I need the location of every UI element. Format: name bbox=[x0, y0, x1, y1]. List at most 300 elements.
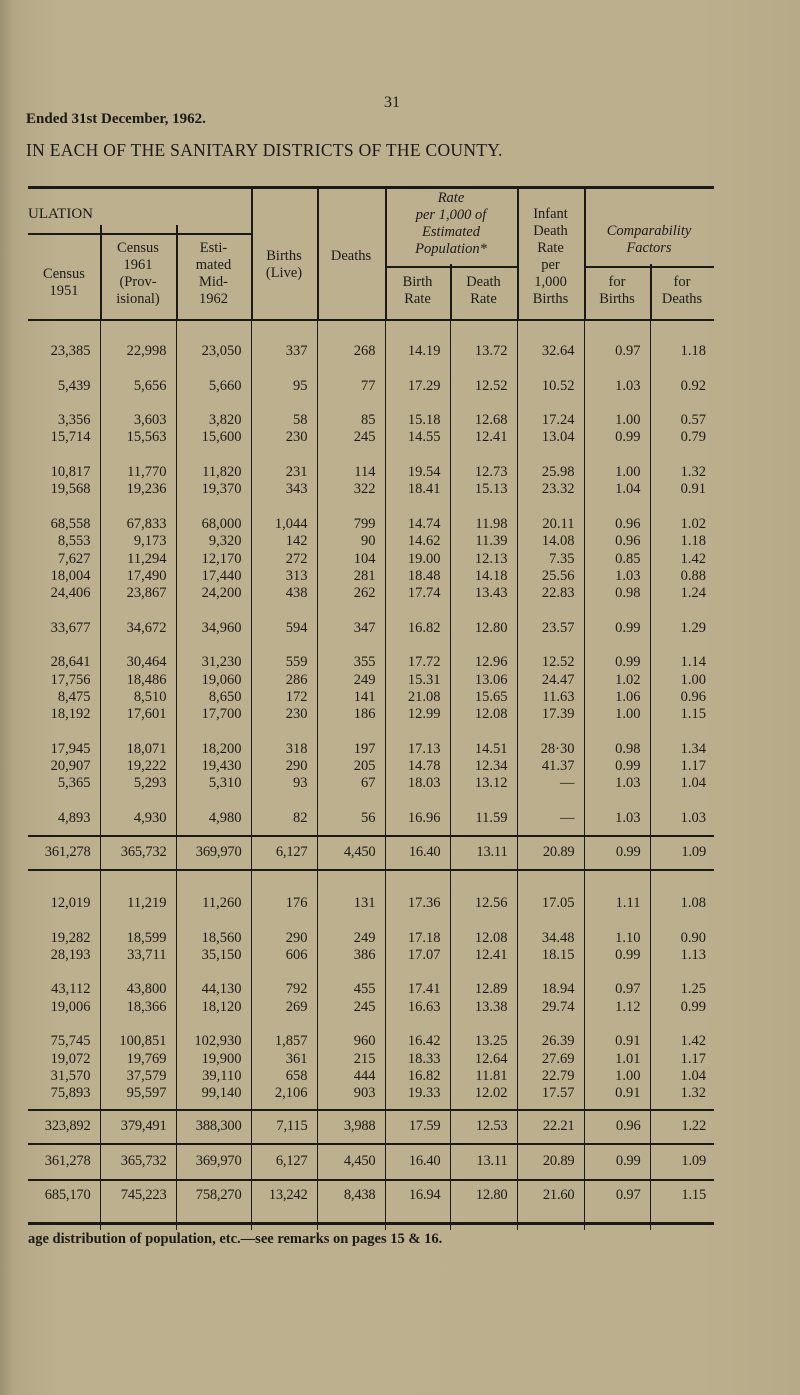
cell-death-rate: 11.59 bbox=[450, 810, 517, 827]
cell-death-rate: 13.11 bbox=[450, 1144, 517, 1180]
spacer-cell bbox=[176, 912, 251, 929]
cell-deaths: 205 bbox=[317, 758, 385, 775]
cell-estimated-1962: 11,820 bbox=[176, 464, 251, 481]
spacer-cell bbox=[28, 724, 100, 741]
spacer-cell bbox=[385, 637, 450, 654]
cell-census-1961: 34,672 bbox=[100, 620, 176, 637]
cell-factor-births: 1.03 bbox=[584, 775, 650, 792]
header-text: Population* bbox=[415, 241, 487, 257]
spacer-cell bbox=[176, 499, 251, 516]
spacer-cell bbox=[317, 321, 385, 343]
spacer-cell bbox=[100, 1016, 176, 1033]
cell-birth-rate: 16.40 bbox=[385, 1144, 450, 1180]
cell-estimated-1962: 18,120 bbox=[176, 999, 251, 1016]
cell-births: 286 bbox=[251, 672, 317, 689]
header-rate bbox=[385, 190, 517, 258]
spacer-cell bbox=[176, 447, 251, 464]
spacer-cell bbox=[176, 321, 251, 343]
spacer-cell bbox=[251, 964, 317, 981]
cell-deaths: 85 bbox=[317, 412, 385, 429]
cell-death-rate: 13.72 bbox=[450, 343, 517, 360]
cell-census-1961: 19,236 bbox=[100, 481, 176, 498]
spacer-cell bbox=[28, 447, 100, 464]
header-text: Death bbox=[466, 274, 501, 290]
cell-birth-rate: 16.40 bbox=[385, 837, 450, 869]
spacer-cell bbox=[28, 1016, 100, 1033]
cell-factor-births: 1.04 bbox=[584, 481, 650, 498]
cell-deaths: 67 bbox=[317, 775, 385, 792]
table-row bbox=[28, 1033, 714, 1050]
cell-birth-rate: 17.36 bbox=[385, 895, 450, 912]
spacer-cell bbox=[28, 793, 100, 810]
header-for-births bbox=[584, 274, 650, 308]
spacer-cell bbox=[317, 871, 385, 895]
spacer-cell bbox=[100, 912, 176, 929]
spacer-cell bbox=[450, 447, 517, 464]
cell-death-rate: 12.64 bbox=[450, 1051, 517, 1068]
cell-estimated-1962: 24,200 bbox=[176, 585, 251, 602]
cell-infant-death-rate: 23.57 bbox=[517, 620, 584, 637]
cell-factor-births: 0.99 bbox=[584, 654, 650, 671]
cell-census-1961: 3,603 bbox=[100, 412, 176, 429]
spacer-cell bbox=[650, 724, 714, 741]
heading-period: Ended 31st December, 1962. bbox=[26, 111, 206, 127]
cell-census-1951: 10,817 bbox=[50, 464, 91, 481]
header-birth-rate bbox=[385, 274, 450, 308]
cell-census-1961: 9,173 bbox=[100, 533, 176, 550]
spacer-cell bbox=[251, 321, 317, 343]
header-text: Factors bbox=[626, 240, 672, 256]
cell-births: 313 bbox=[251, 568, 317, 585]
cell-births: 93 bbox=[251, 775, 317, 792]
cell-census-1951: 33,677 bbox=[50, 619, 91, 636]
cell-census-1961: 365,732 bbox=[100, 1144, 176, 1180]
spacer-cell bbox=[28, 912, 100, 929]
cell-census-1951: 685,170 bbox=[28, 1180, 100, 1230]
cell-factor-deaths: 1.09 bbox=[650, 1144, 714, 1180]
spacer-cell bbox=[650, 964, 714, 981]
table-row bbox=[28, 1144, 714, 1180]
table-row bbox=[28, 930, 714, 947]
table-row bbox=[28, 1085, 714, 1102]
cell-estimated-1962: 388,300 bbox=[176, 1111, 251, 1144]
spacer-cell bbox=[450, 912, 517, 929]
spacer-cell bbox=[584, 964, 650, 981]
cell-infant-death-rate: 22.21 bbox=[517, 1111, 584, 1144]
spacer-cell bbox=[517, 321, 584, 343]
cell-census-1951: 17,945 bbox=[50, 740, 91, 757]
spacer-cell bbox=[385, 724, 450, 741]
spacer-cell bbox=[176, 1016, 251, 1033]
page-title: IN EACH OF THE SANITARY DISTRICTS OF THE COUNTY. bbox=[26, 140, 503, 160]
cell-factor-births: 0.97 bbox=[584, 1180, 650, 1230]
spacer-cell bbox=[584, 360, 650, 377]
header-text: Estimated bbox=[422, 224, 480, 240]
header-death-rate bbox=[450, 274, 517, 308]
spacer-cell bbox=[176, 395, 251, 412]
cell-infant-death-rate: 29.74 bbox=[517, 999, 584, 1016]
cell-factor-births: 0.99 bbox=[584, 620, 650, 637]
spacer-cell bbox=[176, 793, 251, 810]
cell-factor-deaths: 1.32 bbox=[650, 1085, 714, 1102]
cell-factor-deaths: 1.17 bbox=[650, 758, 714, 775]
cell-census-1961: 379,491 bbox=[100, 1111, 176, 1144]
cell-infant-death-rate: — bbox=[517, 810, 584, 827]
spacer-cell bbox=[100, 360, 176, 377]
cell-factor-deaths: 1.03 bbox=[650, 810, 714, 827]
table-row bbox=[28, 654, 714, 671]
spacer-cell bbox=[517, 1016, 584, 1033]
table-row bbox=[28, 837, 714, 869]
cell-factor-deaths: 1.17 bbox=[650, 1051, 714, 1068]
spacer-cell bbox=[385, 395, 450, 412]
table-row bbox=[28, 810, 714, 827]
cell-factor-births: 0.98 bbox=[584, 741, 650, 758]
header-text: 1961 bbox=[123, 257, 153, 273]
cell-deaths: 960 bbox=[317, 1033, 385, 1050]
spacer-row bbox=[28, 912, 714, 929]
cell-deaths: 281 bbox=[317, 568, 385, 585]
cell-estimated-1962: 4,980 bbox=[176, 810, 251, 827]
header-for-deaths bbox=[650, 274, 714, 308]
cell-death-rate: 12.53 bbox=[450, 1111, 517, 1144]
cell-estimated-1962: 31,230 bbox=[176, 654, 251, 671]
spacer-cell bbox=[100, 793, 176, 810]
header-text: (Live) bbox=[265, 265, 303, 281]
cell-census-1951: 18,192 bbox=[50, 706, 91, 723]
cell-factor-births: 1.03 bbox=[584, 810, 650, 827]
cell-deaths: 104 bbox=[317, 551, 385, 568]
header-deaths: Deaths bbox=[330, 248, 372, 264]
cell-deaths: 186 bbox=[317, 706, 385, 723]
cell-factor-births: 0.91 bbox=[584, 1085, 650, 1102]
cell-birth-rate: 19.00 bbox=[385, 551, 450, 568]
cell-birth-rate: 16.63 bbox=[385, 999, 450, 1016]
header-text: isional) bbox=[116, 291, 160, 307]
cell-census-1961: 4,930 bbox=[100, 810, 176, 827]
cell-deaths: 444 bbox=[317, 1068, 385, 1085]
cell-estimated-1962: 34,960 bbox=[176, 620, 251, 637]
cell-factor-deaths: 1.29 bbox=[650, 620, 714, 637]
spacer-cell bbox=[517, 499, 584, 516]
cell-factor-deaths: 0.79 bbox=[650, 429, 714, 446]
cell-births: 230 bbox=[251, 706, 317, 723]
cell-deaths: 386 bbox=[317, 947, 385, 964]
cell-census-1951: 23,385 bbox=[50, 343, 91, 359]
cell-death-rate: 12.13 bbox=[450, 551, 517, 568]
cell-estimated-1962: 68,000 bbox=[176, 516, 251, 533]
cell-births: 438 bbox=[251, 585, 317, 602]
cell-factor-deaths: 1.14 bbox=[650, 654, 714, 671]
spacer-cell bbox=[650, 637, 714, 654]
spacer-cell bbox=[176, 724, 251, 741]
cell-factor-deaths: 1.32 bbox=[650, 464, 714, 481]
cell-births: 269 bbox=[251, 999, 317, 1016]
table-row bbox=[28, 412, 714, 429]
cell-deaths: 245 bbox=[317, 999, 385, 1016]
page-number: 31 bbox=[384, 94, 400, 111]
cell-births: 58 bbox=[251, 412, 317, 429]
cell-factor-births: 0.99 bbox=[584, 1144, 650, 1180]
cell-births: 142 bbox=[251, 533, 317, 550]
cell-census-1951: 28,193 bbox=[50, 946, 91, 963]
header-infant-death-rate bbox=[517, 206, 584, 308]
cell-census-1961: 17,601 bbox=[100, 706, 176, 723]
cell-estimated-1962: 19,370 bbox=[176, 481, 251, 498]
cell-census-1961: 30,464 bbox=[100, 654, 176, 671]
cell-deaths: 3,988 bbox=[317, 1111, 385, 1144]
cell-birth-rate: 19.33 bbox=[385, 1085, 450, 1102]
table-row bbox=[28, 585, 714, 602]
cell-census-1951: 31,570 bbox=[50, 1067, 91, 1084]
cell-death-rate: 12.41 bbox=[450, 429, 517, 446]
cell-census-1961: 745,223 bbox=[100, 1180, 176, 1230]
cell-estimated-1962: 3,820 bbox=[176, 412, 251, 429]
cell-deaths: 455 bbox=[317, 981, 385, 998]
cell-factor-deaths: 1.08 bbox=[650, 895, 714, 912]
spacer-cell bbox=[100, 964, 176, 981]
cell-deaths: 799 bbox=[317, 516, 385, 533]
cell-factor-births: 1.10 bbox=[584, 930, 650, 947]
header-text: Births bbox=[266, 248, 302, 264]
cell-death-rate: 12.80 bbox=[450, 620, 517, 637]
spacer-cell bbox=[251, 724, 317, 741]
spacer-cell bbox=[100, 321, 176, 343]
cell-death-rate: 13.38 bbox=[450, 999, 517, 1016]
spacer-cell bbox=[317, 602, 385, 619]
cell-deaths: 249 bbox=[317, 930, 385, 947]
cell-estimated-1962: 369,970 bbox=[176, 837, 251, 869]
cell-factor-deaths: 1.13 bbox=[650, 947, 714, 964]
cell-births: 13,242 bbox=[251, 1180, 317, 1230]
cell-factor-deaths: 1.09 bbox=[650, 837, 714, 869]
spacer-cell bbox=[650, 1016, 714, 1033]
spacer-cell bbox=[100, 447, 176, 464]
cell-births: 7,115 bbox=[251, 1111, 317, 1144]
cell-infant-death-rate: — bbox=[517, 775, 584, 792]
cell-births: 2,106 bbox=[251, 1085, 317, 1102]
cell-census-1951: 20,907 bbox=[50, 758, 91, 775]
header-text: 1962 bbox=[199, 291, 228, 307]
header-text: Rate bbox=[437, 190, 465, 206]
cell-births: 594 bbox=[251, 620, 317, 637]
cell-death-rate: 11.81 bbox=[450, 1068, 517, 1085]
spacer-cell bbox=[28, 964, 100, 981]
cell-infant-death-rate: 22.79 bbox=[517, 1068, 584, 1085]
cell-births: 337 bbox=[251, 343, 317, 360]
cell-estimated-1962: 23,050 bbox=[176, 343, 251, 360]
cell-estimated-1962: 102,930 bbox=[176, 1033, 251, 1050]
cell-factor-births: 1.00 bbox=[584, 464, 650, 481]
cell-factor-births: 0.97 bbox=[584, 981, 650, 998]
spacer-cell bbox=[517, 602, 584, 619]
header-text: Rate bbox=[404, 291, 431, 307]
cell-infant-death-rate: 23.32 bbox=[517, 481, 584, 498]
spacer-cell bbox=[317, 724, 385, 741]
cell-factor-births: 1.03 bbox=[584, 378, 650, 395]
cell-births: 230 bbox=[251, 429, 317, 446]
cell-death-rate: 12.73 bbox=[450, 464, 517, 481]
cell-deaths: 249 bbox=[317, 672, 385, 689]
cell-birth-rate: 17.72 bbox=[385, 654, 450, 671]
spacer-cell bbox=[450, 321, 517, 343]
spacer-cell bbox=[450, 499, 517, 516]
header-births bbox=[251, 248, 317, 282]
cell-death-rate: 12.96 bbox=[450, 654, 517, 671]
spacer-cell bbox=[650, 499, 714, 516]
cell-deaths: 903 bbox=[317, 1085, 385, 1102]
table-row bbox=[28, 775, 714, 792]
spacer-cell bbox=[317, 1016, 385, 1033]
cell-births: 792 bbox=[251, 981, 317, 998]
spacer-cell bbox=[584, 321, 650, 343]
cell-death-rate: 13.06 bbox=[450, 672, 517, 689]
cell-factor-deaths: 0.92 bbox=[650, 378, 714, 395]
spacer-cell bbox=[317, 395, 385, 412]
cell-birth-rate: 17.41 bbox=[385, 981, 450, 998]
header-text: Census bbox=[43, 266, 85, 282]
cell-birth-rate: 16.82 bbox=[385, 1068, 450, 1085]
spacer-row bbox=[28, 964, 714, 981]
cell-census-1951: 4,893 bbox=[57, 810, 91, 827]
spacer-cell bbox=[100, 395, 176, 412]
spacer-row bbox=[28, 395, 714, 412]
spacer-cell bbox=[176, 964, 251, 981]
header-population: ULATION bbox=[28, 206, 93, 222]
cell-birth-rate: 14.55 bbox=[385, 429, 450, 446]
cell-factor-deaths: 1.24 bbox=[650, 585, 714, 602]
table-row bbox=[28, 706, 714, 723]
cell-birth-rate: 18.41 bbox=[385, 481, 450, 498]
cell-estimated-1962: 44,130 bbox=[176, 981, 251, 998]
cell-census-1951: 7,627 bbox=[57, 550, 91, 567]
cell-census-1961: 8,510 bbox=[100, 689, 176, 706]
cell-death-rate: 11.39 bbox=[450, 533, 517, 550]
spacer-cell bbox=[251, 637, 317, 654]
cell-birth-rate: 21.08 bbox=[385, 689, 450, 706]
spacer-cell bbox=[385, 360, 450, 377]
cell-births: 272 bbox=[251, 551, 317, 568]
cell-factor-deaths: 0.99 bbox=[650, 999, 714, 1016]
cell-factor-births: 1.06 bbox=[584, 689, 650, 706]
cell-estimated-1962: 758,270 bbox=[176, 1180, 251, 1230]
cell-birth-rate: 19.54 bbox=[385, 464, 450, 481]
cell-census-1951: 5,439 bbox=[57, 377, 91, 394]
spacer-cell bbox=[176, 602, 251, 619]
spacer-cell bbox=[517, 964, 584, 981]
spacer-cell bbox=[385, 871, 450, 895]
cell-census-1961: 18,366 bbox=[100, 999, 176, 1016]
spacer-cell bbox=[317, 912, 385, 929]
cell-factor-births: 0.96 bbox=[584, 533, 650, 550]
cell-census-1951: 12,019 bbox=[50, 895, 91, 911]
cell-census-1961: 365,732 bbox=[100, 837, 176, 869]
cell-census-1961: 5,293 bbox=[100, 775, 176, 792]
cell-estimated-1962: 18,200 bbox=[176, 741, 251, 758]
spacer-cell bbox=[385, 321, 450, 343]
cell-census-1961: 19,769 bbox=[100, 1051, 176, 1068]
cell-deaths: 56 bbox=[317, 810, 385, 827]
spacer-cell bbox=[385, 1016, 450, 1033]
cell-deaths: 245 bbox=[317, 429, 385, 446]
spacer-cell bbox=[28, 871, 100, 895]
spacer-row bbox=[28, 602, 714, 619]
cell-deaths: 215 bbox=[317, 1051, 385, 1068]
cell-birth-rate: 14.62 bbox=[385, 533, 450, 550]
spacer-row bbox=[28, 1016, 714, 1033]
cell-births: 658 bbox=[251, 1068, 317, 1085]
cell-death-rate: 12.08 bbox=[450, 706, 517, 723]
cell-birth-rate: 18.03 bbox=[385, 775, 450, 792]
spacer-row bbox=[28, 447, 714, 464]
cell-census-1961: 17,490 bbox=[100, 568, 176, 585]
spacer-cell bbox=[317, 964, 385, 981]
cell-death-rate: 13.43 bbox=[450, 585, 517, 602]
cell-factor-deaths: 1.02 bbox=[650, 516, 714, 533]
cell-death-rate: 12.68 bbox=[450, 412, 517, 429]
cell-infant-death-rate: 25.56 bbox=[517, 568, 584, 585]
cell-census-1951: 19,072 bbox=[50, 1050, 91, 1067]
spacer-cell bbox=[517, 724, 584, 741]
footnote: age distribution of population, etc.—see remarks on pages 15 & 16. bbox=[28, 1231, 443, 1247]
cell-census-1961: 19,222 bbox=[100, 758, 176, 775]
cell-census-1951: 43,112 bbox=[51, 981, 91, 998]
cell-estimated-1962: 17,440 bbox=[176, 568, 251, 585]
cell-death-rate: 15.65 bbox=[450, 689, 517, 706]
cell-census-1951: 323,892 bbox=[44, 1118, 91, 1135]
cell-infant-death-rate: 18.15 bbox=[517, 947, 584, 964]
cell-census-1961: 18,599 bbox=[100, 930, 176, 947]
cell-factor-deaths: 1.18 bbox=[650, 533, 714, 550]
table-row bbox=[28, 895, 714, 912]
cell-death-rate: 12.34 bbox=[450, 758, 517, 775]
spacer-cell bbox=[317, 499, 385, 516]
table-row bbox=[28, 568, 714, 585]
cell-infant-death-rate: 7.35 bbox=[517, 551, 584, 568]
table-row bbox=[28, 551, 714, 568]
spacer-cell bbox=[251, 395, 317, 412]
cell-census-1951: 75,745 bbox=[50, 1033, 91, 1050]
cell-factor-deaths: 1.42 bbox=[650, 1033, 714, 1050]
cell-death-rate: 14.18 bbox=[450, 568, 517, 585]
cell-deaths: 114 bbox=[317, 464, 385, 481]
header-text: for bbox=[608, 274, 626, 290]
header-text: Census bbox=[117, 240, 159, 256]
cell-births: 290 bbox=[251, 758, 317, 775]
cell-census-1961: 33,711 bbox=[100, 947, 176, 964]
cell-birth-rate: 14.19 bbox=[385, 343, 450, 360]
cell-infant-death-rate: 28·30 bbox=[517, 741, 584, 758]
cell-deaths: 141 bbox=[317, 689, 385, 706]
spacer-cell bbox=[650, 447, 714, 464]
cell-births: 176 bbox=[251, 895, 317, 912]
cell-birth-rate: 16.82 bbox=[385, 620, 450, 637]
cell-census-1961: 11,770 bbox=[100, 464, 176, 481]
cell-birth-rate: 16.42 bbox=[385, 1033, 450, 1050]
cell-census-1951: 8,553 bbox=[57, 533, 91, 550]
cell-factor-deaths: 0.91 bbox=[650, 481, 714, 498]
cell-estimated-1962: 9,320 bbox=[176, 533, 251, 550]
cell-census-1951: 75,893 bbox=[50, 1085, 91, 1102]
spacer-cell bbox=[584, 602, 650, 619]
table-row bbox=[28, 1068, 714, 1085]
cell-census-1951: 361,278 bbox=[28, 1144, 100, 1180]
table-row bbox=[28, 516, 714, 533]
cell-infant-death-rate: 41.37 bbox=[517, 758, 584, 775]
table-row bbox=[28, 758, 714, 775]
spacer-cell bbox=[450, 964, 517, 981]
cell-deaths: 8,438 bbox=[317, 1180, 385, 1230]
